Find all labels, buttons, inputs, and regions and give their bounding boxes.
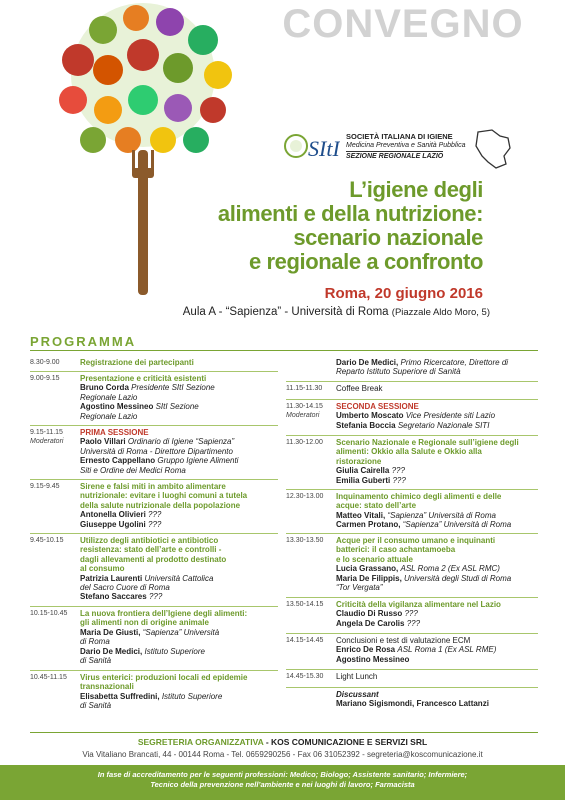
speaker-name: Emilia Guberti <box>336 475 391 485</box>
talk-title: alimenti: Okkio alla Salute e Okkio alla <box>336 447 482 457</box>
row-divider <box>30 479 278 480</box>
speaker-affiliation: ??? <box>404 609 418 619</box>
program-time: 11.15-11.30 <box>286 385 323 392</box>
program-entry <box>336 438 538 485</box>
program-entry <box>336 358 538 377</box>
society-section: SEZIONE REGIONALE LAZIO <box>346 153 444 160</box>
speaker-name: Elisabetta Suffredini, <box>80 691 160 701</box>
speaker-affiliation: Istituto Superiore <box>161 691 223 701</box>
speaker-affiliation: “Sapienza” Università <box>142 627 220 637</box>
row-divider <box>286 669 538 670</box>
talk-title: Virus enterici: produzioni locali ed epidemie <box>80 673 248 682</box>
speaker <box>80 456 278 465</box>
talk-title: batterici: il caso achantamoeba <box>336 545 456 555</box>
row-divider <box>286 489 538 490</box>
program-entry <box>336 600 538 628</box>
row-divider <box>30 670 278 671</box>
talk-title: transnazionali <box>80 682 134 692</box>
talk-title: nutrizionale: evitare i luoghi comuni a tutela <box>80 491 248 501</box>
program-time: 10.15-10.45 <box>30 610 68 617</box>
program-entry <box>80 428 278 475</box>
affiliation: di Sanità <box>80 701 112 711</box>
venue-main: Aula A - “Sapienza” - Università di Roma <box>182 306 389 318</box>
program-entry <box>80 673 278 711</box>
program-time: 14.45-15.30 <box>286 673 324 680</box>
program-text: Light Lunch <box>336 672 378 681</box>
speaker <box>80 510 278 519</box>
row-divider <box>30 533 278 534</box>
speaker-affiliation: ??? <box>148 519 162 529</box>
speaker <box>336 609 538 618</box>
program-entry <box>80 482 278 529</box>
row-divider <box>286 381 538 382</box>
row-divider <box>30 425 278 426</box>
society-title: SOCIETÀ ITALIANA DI IGIENE <box>346 132 453 141</box>
talk-title: La nuova frontiera dell’Igiene degli alimenti: <box>80 609 248 618</box>
speaker-affiliation: ??? <box>392 475 406 485</box>
speaker-affiliation: Gruppo Igiene Alimenti <box>157 456 239 466</box>
speaker <box>80 574 278 583</box>
accreditation-banner <box>0 765 565 800</box>
speaker-name: Giulia Cairella <box>336 466 390 476</box>
affiliation: del Sacro Cuore di Roma <box>80 583 170 593</box>
speaker-name: Carmen Protano, <box>336 520 401 530</box>
speaker-affiliation: ??? <box>391 466 405 476</box>
row-divider <box>286 687 538 688</box>
title-line: e regionale a confronto <box>248 249 483 274</box>
program-time: 9.15-9.45 <box>30 483 60 490</box>
affiliation: Reparto Istituto Superiore di Sanità <box>336 367 461 377</box>
program-entry <box>80 609 278 665</box>
speaker-name: Antonella Olivieri <box>80 510 146 520</box>
program-time: 10.45-11.15 <box>30 674 67 681</box>
row-divider <box>286 633 538 634</box>
speaker-affiliation: Istituto Superiore <box>144 646 205 656</box>
speaker <box>336 466 538 475</box>
speaker-affiliation: Ordinario di Igiene “Sapienza” <box>127 437 235 447</box>
program-text: Mariano Sigismondi, Francesco Lattanzi <box>336 699 489 709</box>
speaker-affiliation: Segretario Nazionale SITI <box>397 420 490 430</box>
speaker-name: Dario De Medici, <box>80 646 143 656</box>
speaker-name: Claudio Di Russo <box>336 609 403 619</box>
affiliation: “Tor Vergata” <box>336 583 383 593</box>
row-divider <box>30 371 278 372</box>
lazio-map-icon <box>470 126 516 172</box>
speaker-name: Enrico De Rosa <box>336 645 396 655</box>
row-divider <box>286 533 538 534</box>
speaker-name: Maria De Giusti, <box>80 627 141 637</box>
program-text: Agostino Messineo <box>336 654 410 664</box>
talk-title: Utilizzo degli antibiotici e antibiotico <box>80 536 219 545</box>
talk-title: resistenza: stato dell’arte e controlli - <box>80 545 222 555</box>
row-divider <box>286 399 538 400</box>
affiliation: Regionale Lazio <box>80 411 138 421</box>
speaker <box>336 421 538 430</box>
talk-title: gli alimenti non di origine animale <box>80 618 209 628</box>
speaker <box>336 645 538 654</box>
speaker-affiliation: Vice Presidente siti Lazio <box>405 411 496 421</box>
title-line: L’igiene degli <box>349 177 483 202</box>
program-time: 11.30-14.15 <box>286 403 323 410</box>
program-right-column <box>286 358 538 718</box>
speaker-affiliation: ??? <box>148 592 163 602</box>
talk-title: al consumo <box>80 564 125 574</box>
speaker-affiliation: Università degli Studi di Roma <box>404 573 512 583</box>
speaker-affiliation: Presidente SItI Sezione <box>131 383 215 393</box>
program-text: Coffee Break <box>336 384 383 393</box>
speaker-name: Angela De Carolis <box>336 618 405 628</box>
program-time: 13.50-14.15 <box>286 601 324 608</box>
event-date: Roma, 20 giugno 2016 <box>324 285 483 302</box>
speaker <box>80 437 278 446</box>
speaker <box>336 520 538 529</box>
program-entry <box>336 402 538 430</box>
moderatori-label: Moderatori <box>30 438 64 446</box>
talk-title: Sirene e falsi miti in ambito alimentare <box>80 482 226 491</box>
speaker-affiliation: “Sapienza” Università di Roma <box>402 520 512 530</box>
segreteria-line <box>20 737 545 747</box>
talk-title: Inquinamento chimico degli alimenti e delle <box>336 492 502 501</box>
program-entry <box>336 492 538 530</box>
speaker-name: Lucia Grassano, <box>336 564 399 574</box>
speaker <box>80 383 278 392</box>
venue-address: (Piazzale Aldo Moro, 5) <box>391 307 490 318</box>
title-line: alimenti e della nutrizione: <box>217 201 483 226</box>
program-entry <box>336 536 538 592</box>
program-time: 11.30-12.00 <box>286 439 323 446</box>
speaker <box>80 628 278 637</box>
program-left-column <box>30 358 278 718</box>
moderatori-label: Moderatori <box>286 412 320 420</box>
talk-title: e lo scenario attuale <box>336 554 413 564</box>
banner-line: Tecnico della prevenzione nell’ambiente e nei luoghi di lavoro; Farmacista <box>150 780 415 789</box>
speaker-affiliation: ??? <box>406 618 421 628</box>
speaker-affiliation: SItI Sezione <box>155 402 199 412</box>
speaker-affiliation: ASL Roma 2 (Ex ASL RMC) <box>400 564 500 574</box>
program-text: Discussant <box>336 690 379 699</box>
banner-line: In fase di accreditamento per le seguenti professioni: Medico; Biologo; Assistente sanitario; Infermiere; <box>97 770 468 779</box>
divider <box>30 350 538 351</box>
affiliation: di Sanità <box>80 656 112 666</box>
speaker-name: Bruno Corda <box>80 383 129 393</box>
affiliation: di Roma <box>80 637 110 647</box>
speaker-affiliation: Università Cattolica <box>144 573 214 583</box>
speaker <box>80 402 278 411</box>
talk-title: Registrazione dei partecipanti <box>80 358 194 367</box>
siti-logo-text: SItI <box>308 136 340 161</box>
speaker-affiliation: Primo Ricercatore, Direttore di <box>400 358 509 367</box>
siti-logo <box>282 126 340 166</box>
program-entry <box>336 690 538 709</box>
speaker-name: Paolo Villari <box>80 437 126 447</box>
program-time: 14.15-14.45 <box>286 637 324 644</box>
affiliation: Siti e Ordine dei Medici Roma <box>80 465 186 475</box>
talk-title: Acque per il consumo umano e inquinanti <box>336 536 496 545</box>
speaker-name: Umberto Moscato <box>336 411 404 421</box>
speaker <box>80 592 278 601</box>
speaker <box>336 476 538 485</box>
row-divider <box>30 606 278 607</box>
divider <box>30 732 538 733</box>
talk-title: della salute nutrizionale della popolazione <box>80 500 241 510</box>
speaker-name: Matteo Vitali, <box>336 510 386 520</box>
program-entry <box>336 672 538 681</box>
program-entry <box>336 636 538 664</box>
program-time: 9.15-11.15 <box>30 429 63 436</box>
conference-title <box>200 178 483 274</box>
program-entry <box>80 536 278 602</box>
affiliation: Università di Roma - Direttore Dipartimento <box>80 446 233 456</box>
programma-heading: PROGRAMMA <box>30 334 137 349</box>
program-entry <box>80 358 278 367</box>
speaker <box>336 358 538 367</box>
program-entry <box>80 374 278 421</box>
speaker <box>80 520 278 529</box>
speaker-name: Stefano Saccares <box>80 592 147 602</box>
program-time: 9.00-9.15 <box>30 375 60 382</box>
talk-title: ristorazione <box>336 456 382 466</box>
talk-title: Presentazione e criticità esistenti <box>80 374 207 383</box>
program-time: 9.45-10.15 <box>30 537 64 544</box>
speaker-name: Agostino Messineo <box>80 402 154 412</box>
session-title: PRIMA SESSIONE <box>80 428 149 437</box>
speaker-name: Giuseppe Ugolini <box>80 519 146 529</box>
society-subtitle: Medicina Preventiva e Sanità Pubblica <box>346 142 466 149</box>
segreteria-label: SEGRETERIA ORGANIZZATIVA <box>137 737 264 747</box>
talk-title: dagli allevamenti al prodotto destinato <box>80 554 227 564</box>
program-time: 12.30-13.00 <box>286 493 324 500</box>
talk-title: Criticità della vigilanza alimentare nel Lazio <box>336 600 501 609</box>
event-venue <box>180 306 490 318</box>
speaker-name: Maria De Filippis, <box>336 573 402 583</box>
convegno-heading: CONVEGNO <box>282 2 524 46</box>
speaker <box>336 619 538 628</box>
row-divider <box>286 435 538 436</box>
speaker-name: Stefania Boccia <box>336 420 396 430</box>
speaker <box>336 574 538 583</box>
talk-title: Scenario Nazionale e Regionale sull’igiene degli <box>336 438 519 447</box>
speaker <box>336 411 538 420</box>
segreteria-address: Via Vitaliano Brancati, 44 - 00144 Roma - Tel. 0659290256 - Fax 06 31052392 - segreteria@koscomunicazione.it <box>82 750 483 759</box>
speaker-name: Ernesto Cappellano <box>80 456 156 466</box>
title-line: scenario nazionale <box>293 225 483 250</box>
program-time: 8.30-9.00 <box>30 359 60 366</box>
program-text: Conclusioni e test di valutazione ECM <box>336 636 471 645</box>
speaker-affiliation: “Sapienza” Università di Roma <box>387 510 496 520</box>
row-divider <box>286 597 538 598</box>
session-title: SECONDA SESSIONE <box>336 402 419 411</box>
talk-title: acque: stato dell’arte <box>336 501 417 511</box>
affiliation: Regionale Lazio <box>80 392 138 402</box>
speaker <box>336 511 538 520</box>
program-time: 13.30-13.50 <box>286 537 324 544</box>
segreteria-name: - KOS COMUNICAZIONE E SERVIZI SRL <box>263 737 428 747</box>
speaker <box>80 647 278 656</box>
program-entry <box>336 384 538 393</box>
speaker-affiliation: ASL Roma 1 (Ex ASL RME) <box>397 645 497 655</box>
speaker-name: Patrizia Laurenti <box>80 573 143 583</box>
speaker-affiliation: ??? <box>148 510 162 520</box>
speaker <box>336 564 538 573</box>
speaker-name: Dario De Medici, <box>336 358 399 367</box>
speaker <box>80 692 278 701</box>
